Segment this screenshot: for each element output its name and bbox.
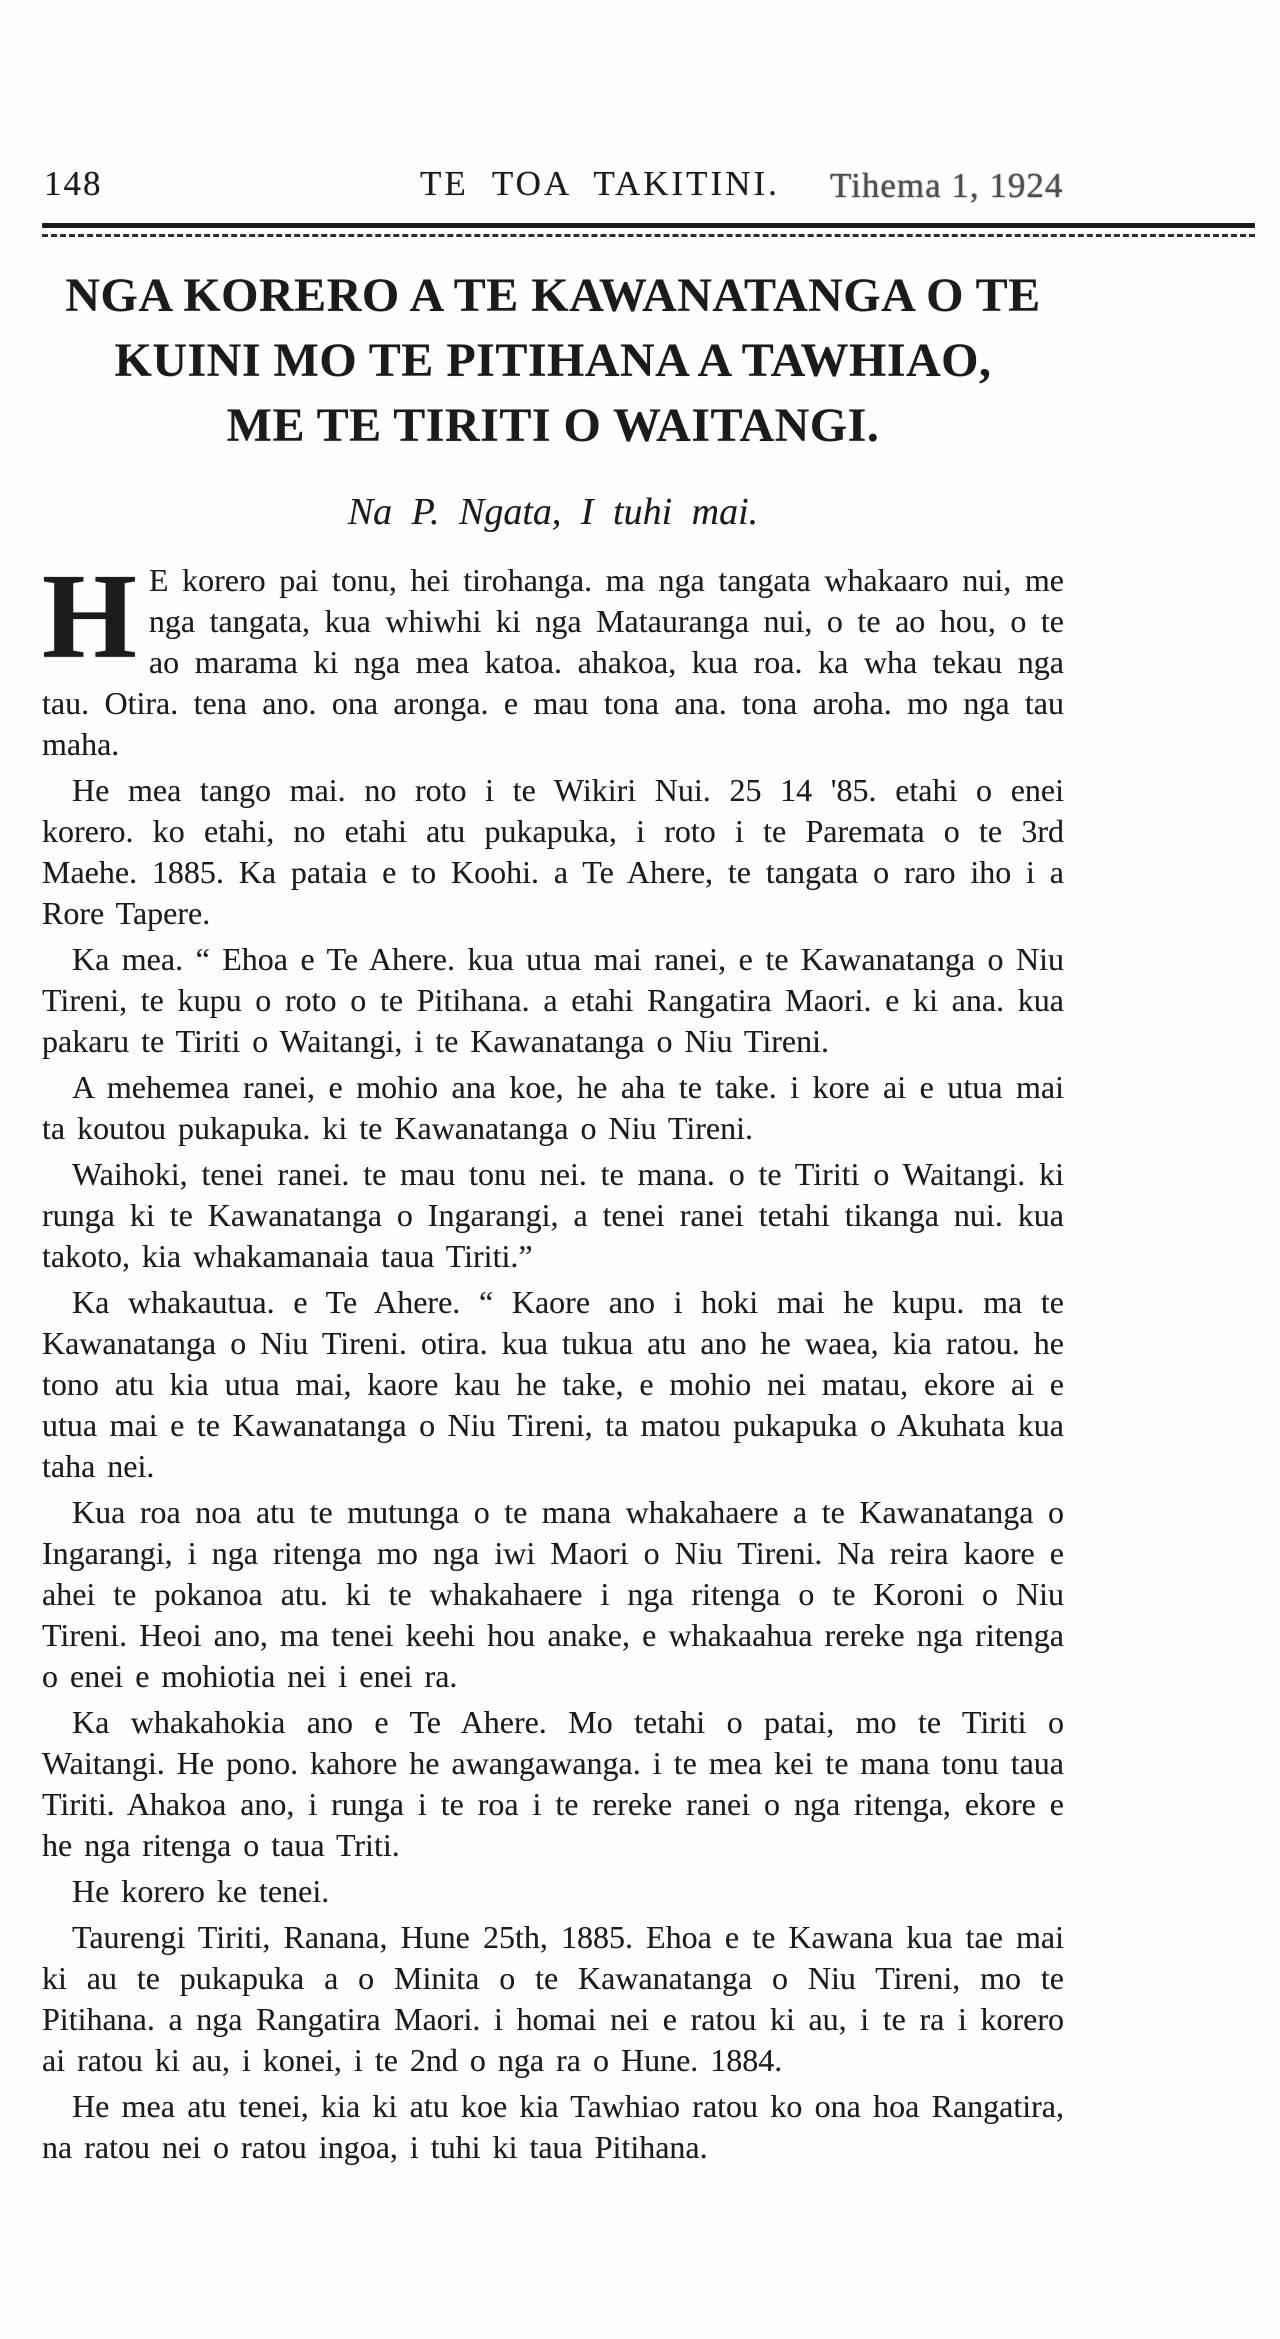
article-paragraph: Ka whakautua. e Te Ahere. “ Kaore ano i hoki mai he kupu. ma te Kawanatanga o Niu Tireni. otira. kua tukua atu ano he waea, kia ratou. he tono atu kia utua mai, kaore kau he take, e mohio nei matau, ekore ai e utua mai e te Kawanatanga o Niu Tireni, ta matou pukapuka o Akuhata kua taha nei. (42, 1284, 1064, 1485)
article-paragraph: Kua roa noa atu te mutunga o te mana whakahaere a te Kawanatanga o Ingarangi, i nga ritenga mo nga iwi Maori o Niu Tireni. Na reira kaore e ahei te pokanoa atu. ki te whakahaere i nga ritenga o te Koroni o Niu Tireni. Heoi ano, ma tenei keehi hou anake, e whakaahua rereke nga ritenga o enei e mohiotia nei i enei ra. (42, 1494, 1064, 1695)
article-paragraph: Ka whakahokia ano e Te Ahere. Mo tetahi o patai, mo te Tiriti o Waitangi. He pono. kahore he awangawanga. i te mea kei te mana tonu taua Tiriti. Ahakoa ano, i runga i te roa i te rereke ranei o nga ritenga, ekore e he nga ritenga o taua Triti. (42, 1704, 1064, 1864)
title-line-3: ME TE TIRITI O WAITANGI. (226, 399, 880, 452)
opening-paragraph-text: E korero pai tonu, hei tirohanga. ma nga tangata whakaaro nui, me nga tangata, kua whiwhi ki nga Matauranga nui, o te ao hou, o te ao marama ki nga mea katoa. ahakoa, kua roa. ka wha tekau nga tau. Otira. tena ano. ona aronga. e mau tona ana. tona aroha. mo nga tau maha. (42, 562, 1064, 763)
running-head (42, 164, 1064, 210)
article-paragraph: He mea atu tenei, kia ki atu koe kia Tawhiao ratou ko ona hoa Rangatira, na ratou nei o ratou ingoa, i tuhi ki taua Pitihana. (42, 2088, 1064, 2166)
masthead-title: TE TOA TAKITINI. (420, 164, 780, 203)
opening-paragraph (42, 549, 1064, 765)
issue-date: Tihema 1, 1924 (830, 166, 1064, 205)
article-body (42, 549, 1064, 2168)
article-title (42, 263, 1064, 458)
page-number: 148 (44, 164, 103, 203)
article-paragraph: Waihoki, tenei ranei. te mau tonu nei. te mana. o te Tiriti o Waitangi. ki runga ki te Kawanatanga o Ingarangi, a tenei ranei tetahi tikanga nui. kua takoto, kia whakamanaia taua Tiriti.” (42, 1156, 1064, 1275)
article-paragraph: Taurengi Tiriti, Ranana, Hune 25th, 1885. Ehoa e te Kawana kua tae mai ki au te pukapuka a o Minita o te Kawanatanga o Niu Tireni, mo te Pitihana. a nga Rangatira Maori. i homai nei e ratou ki au, i te ra i korero ai ratou ki au, i konei, i te 2nd o nga ra o Hune. 1884. (42, 1919, 1064, 2079)
drop-cap: H (42, 549, 137, 685)
title-line-1: NGA KORERO A TE KAWANATANGA O TE (65, 269, 1041, 322)
header-divider (42, 223, 1255, 237)
divider-rule-thin (42, 234, 1255, 237)
article-paragraphs (42, 770, 1064, 2168)
title-line-2: KUINI MO TE PITIHANA A TAWHIAO, (114, 334, 992, 387)
article-paragraph: He korero ke tenei. (72, 1873, 330, 1910)
text-column (42, 0, 1064, 2173)
article-paragraph: He mea tango mai. no roto i te Wikiri Nui. 25 14 '85. etahi o enei korero. ko etahi, no etahi atu pukapuka, i roto i te Paremata o te 3rd Maehe. 1885. Ka pataia e to Koohi. a Te Ahere, te tangata o raro iho i a Rore Tapere. (42, 772, 1064, 932)
divider-rule-thick (42, 223, 1255, 228)
byline: Na P. Ngata, I tuhi mai. (347, 491, 759, 534)
article-paragraph: A mehemea ranei, e mohio ana koe, he aha te take. i kore ai e utua mai ta koutou pukapuka. ki te Kawanatanga o Niu Tireni. (42, 1069, 1064, 1147)
article-paragraph: Ka mea. “ Ehoa e Te Ahere. kua utua mai ranei, e te Kawanatanga o Niu Tireni, te kupu o roto o te Pitihana. a etahi Rangatira Maori. e ki ana. kua pakaru te Tiriti o Waitangi, i te Kawanatanga o Niu Tireni. (42, 941, 1064, 1060)
